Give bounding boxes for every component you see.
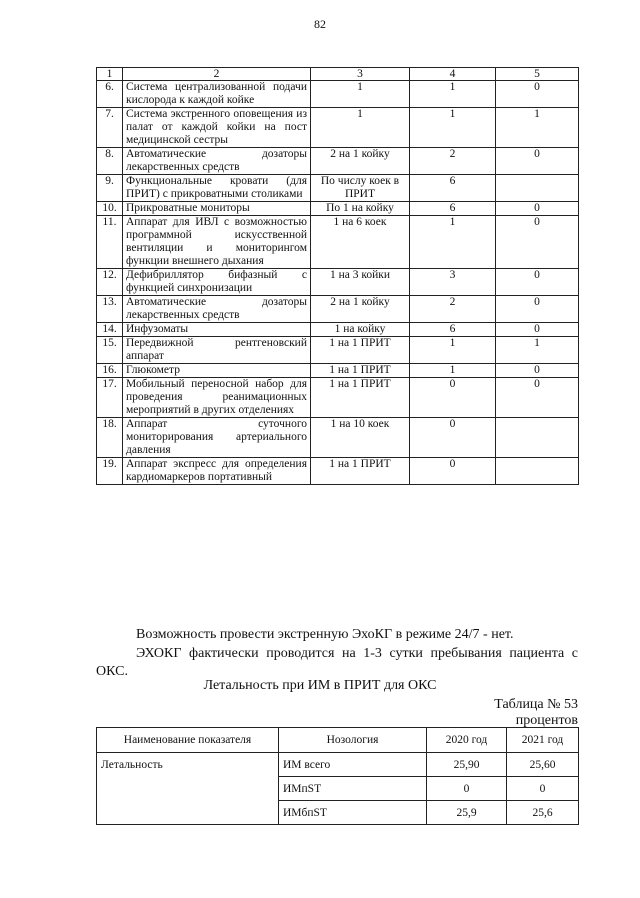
table-row (97, 337, 579, 364)
page-number: 82 (314, 17, 326, 31)
col4-value-cell: 2 (410, 148, 496, 175)
col5-value-cell: 0 (496, 364, 579, 378)
equipment-name-cell: Аппарат суточного мониторирования артериального давления (123, 418, 311, 458)
table-row (97, 81, 579, 108)
col5-value-cell: 0 (496, 81, 579, 108)
col4-value-cell: 6 (410, 202, 496, 216)
equipment-name-cell: Аппарат экспресс для определения кардиомаркеров портативный (123, 458, 311, 485)
row-number-cell: 9. (97, 175, 123, 202)
col4-value-cell: 3 (410, 269, 496, 296)
col5-value-cell: 1 (496, 337, 579, 364)
lethality-title: Летальность при ИМ в ПРИТ для ОКС (203, 678, 437, 693)
table-row (97, 323, 579, 337)
row-number-cell: 8. (97, 148, 123, 175)
nosology-cell: ИМбпST (279, 801, 427, 825)
indicator-cell: Летальность (97, 753, 279, 825)
nosology-cell: ИМпST (279, 777, 427, 801)
table-row (97, 378, 579, 418)
col4-value-cell: 1 (410, 108, 496, 148)
col4-value-cell: 1 (410, 216, 496, 269)
table-row (97, 202, 579, 216)
row-number-cell: 6. (97, 81, 123, 108)
value-2021-cell: 0 (507, 777, 579, 801)
norm-cell: По числу коек в ПРИТ (311, 175, 410, 202)
row-number-cell: 12. (97, 269, 123, 296)
value-2020-cell: 25,90 (427, 753, 507, 777)
equipment-name-cell: Дефибриллятор бифазный с функцией синхронизации (123, 269, 311, 296)
row-number-cell: 13. (97, 296, 123, 323)
value-2021-cell: 25,60 (507, 753, 579, 777)
norm-cell: 1 на 1 ПРИТ (311, 364, 410, 378)
header-col-4: 4 (410, 68, 496, 81)
col5-value-cell: 1 (496, 108, 579, 148)
norm-cell: 1 на 1 ПРИТ (311, 378, 410, 418)
col4-value-cell: 1 (410, 337, 496, 364)
header-nosology: Нозология (279, 728, 427, 753)
norm-cell: 2 на 1 койку (311, 148, 410, 175)
equipment-table (96, 67, 579, 485)
echo-availability-text: Возможность провести экстренную ЭхоКГ в режиме 24/7 - нет. (136, 627, 514, 642)
col5-value-cell (496, 458, 579, 485)
col4-value-cell: 0 (410, 378, 496, 418)
equipment-name-cell: Функциональные кровати (для ПРИТ) с прикроватными столиками (123, 175, 311, 202)
table-row (97, 296, 579, 323)
table-row (97, 458, 579, 485)
col5-value-cell (496, 175, 579, 202)
lethality-table (96, 727, 579, 825)
table-unit: процентов (515, 713, 578, 728)
col5-value-cell: 0 (496, 269, 579, 296)
col4-value-cell: 0 (410, 418, 496, 458)
row-number-cell: 18. (97, 418, 123, 458)
table-row (97, 108, 579, 148)
table-row (97, 364, 579, 378)
lethality-header-row (97, 728, 579, 753)
col5-value-cell (496, 418, 579, 458)
norm-cell: 2 на 1 койку (311, 296, 410, 323)
equipment-name-cell: Инфузоматы (123, 323, 311, 337)
table-row (97, 148, 579, 175)
norm-cell: 1 на 6 коек (311, 216, 410, 269)
col5-value-cell: 0 (496, 216, 579, 269)
header-2021: 2021 год (507, 728, 579, 753)
echo-actual-text: ЭХОКГ фактически проводится на 1-3 сутки пребывания пациента с (136, 646, 578, 661)
row-number-cell: 15. (97, 337, 123, 364)
row-number-cell: 11. (97, 216, 123, 269)
header-2020: 2020 год (427, 728, 507, 753)
header-indicator: Наименование показателя (97, 728, 279, 753)
nosology-cell: ИМ всего (279, 753, 427, 777)
header-col-3: 3 (311, 68, 410, 81)
col4-value-cell: 1 (410, 364, 496, 378)
row-number-cell: 19. (97, 458, 123, 485)
row-number-cell: 10. (97, 202, 123, 216)
norm-cell: 1 на 1 ПРИТ (311, 458, 410, 485)
table-row (97, 753, 579, 777)
col5-value-cell: 0 (496, 378, 579, 418)
value-2021-cell: 25,6 (507, 801, 579, 825)
row-number-cell: 7. (97, 108, 123, 148)
norm-cell: 1 на койку (311, 323, 410, 337)
header-col-5: 5 (496, 68, 579, 81)
col5-value-cell: 0 (496, 148, 579, 175)
value-2020-cell: 0 (427, 777, 507, 801)
norm-cell: 1 на 3 койки (311, 269, 410, 296)
norm-cell: 1 на 1 ПРИТ (311, 337, 410, 364)
equipment-name-cell: Мобильный переносной набор для проведения реанимационных мероприятий в других отделениях (123, 378, 311, 418)
header-col-1: 1 (97, 68, 123, 81)
equipment-name-cell: Прикроватные мониторы (123, 202, 311, 216)
table-number: Таблица № 53 (494, 697, 578, 712)
equipment-table-header-row (97, 68, 579, 81)
col4-value-cell: 6 (410, 175, 496, 202)
col5-value-cell: 0 (496, 202, 579, 216)
col4-value-cell: 1 (410, 81, 496, 108)
table-row (97, 216, 579, 269)
col5-value-cell: 0 (496, 323, 579, 337)
col4-value-cell: 0 (410, 458, 496, 485)
equipment-name-cell: Передвижной рентгеновский аппарат (123, 337, 311, 364)
col4-value-cell: 2 (410, 296, 496, 323)
table-row (97, 269, 579, 296)
equipment-name-cell: Система экстренного оповещения из палат от каждой койки на пост медицинской сестры (123, 108, 311, 148)
norm-cell: 1 (311, 108, 410, 148)
col5-value-cell: 0 (496, 296, 579, 323)
equipment-name-cell: Глюкометр (123, 364, 311, 378)
header-col-2: 2 (123, 68, 311, 81)
value-2020-cell: 25,9 (427, 801, 507, 825)
row-number-cell: 17. (97, 378, 123, 418)
row-number-cell: 16. (97, 364, 123, 378)
norm-cell: 1 (311, 81, 410, 108)
table-row (97, 175, 579, 202)
echo-actual-text-cont: ОКС. (96, 664, 128, 679)
norm-cell: 1 на 10 коек (311, 418, 410, 458)
equipment-name-cell: Система централизованной подачи кислорода к каждой койке (123, 81, 311, 108)
table-row (97, 418, 579, 458)
equipment-name-cell: Автоматические дозаторы лекарственных средств (123, 296, 311, 323)
equipment-name-cell: Аппарат для ИВЛ с возможностью программной искусственной вентиляции и мониторингом функции внешнего дыхания (123, 216, 311, 269)
norm-cell: По 1 на койку (311, 202, 410, 216)
col4-value-cell: 6 (410, 323, 496, 337)
row-number-cell: 14. (97, 323, 123, 337)
equipment-name-cell: Автоматические дозаторы лекарственных средств (123, 148, 311, 175)
